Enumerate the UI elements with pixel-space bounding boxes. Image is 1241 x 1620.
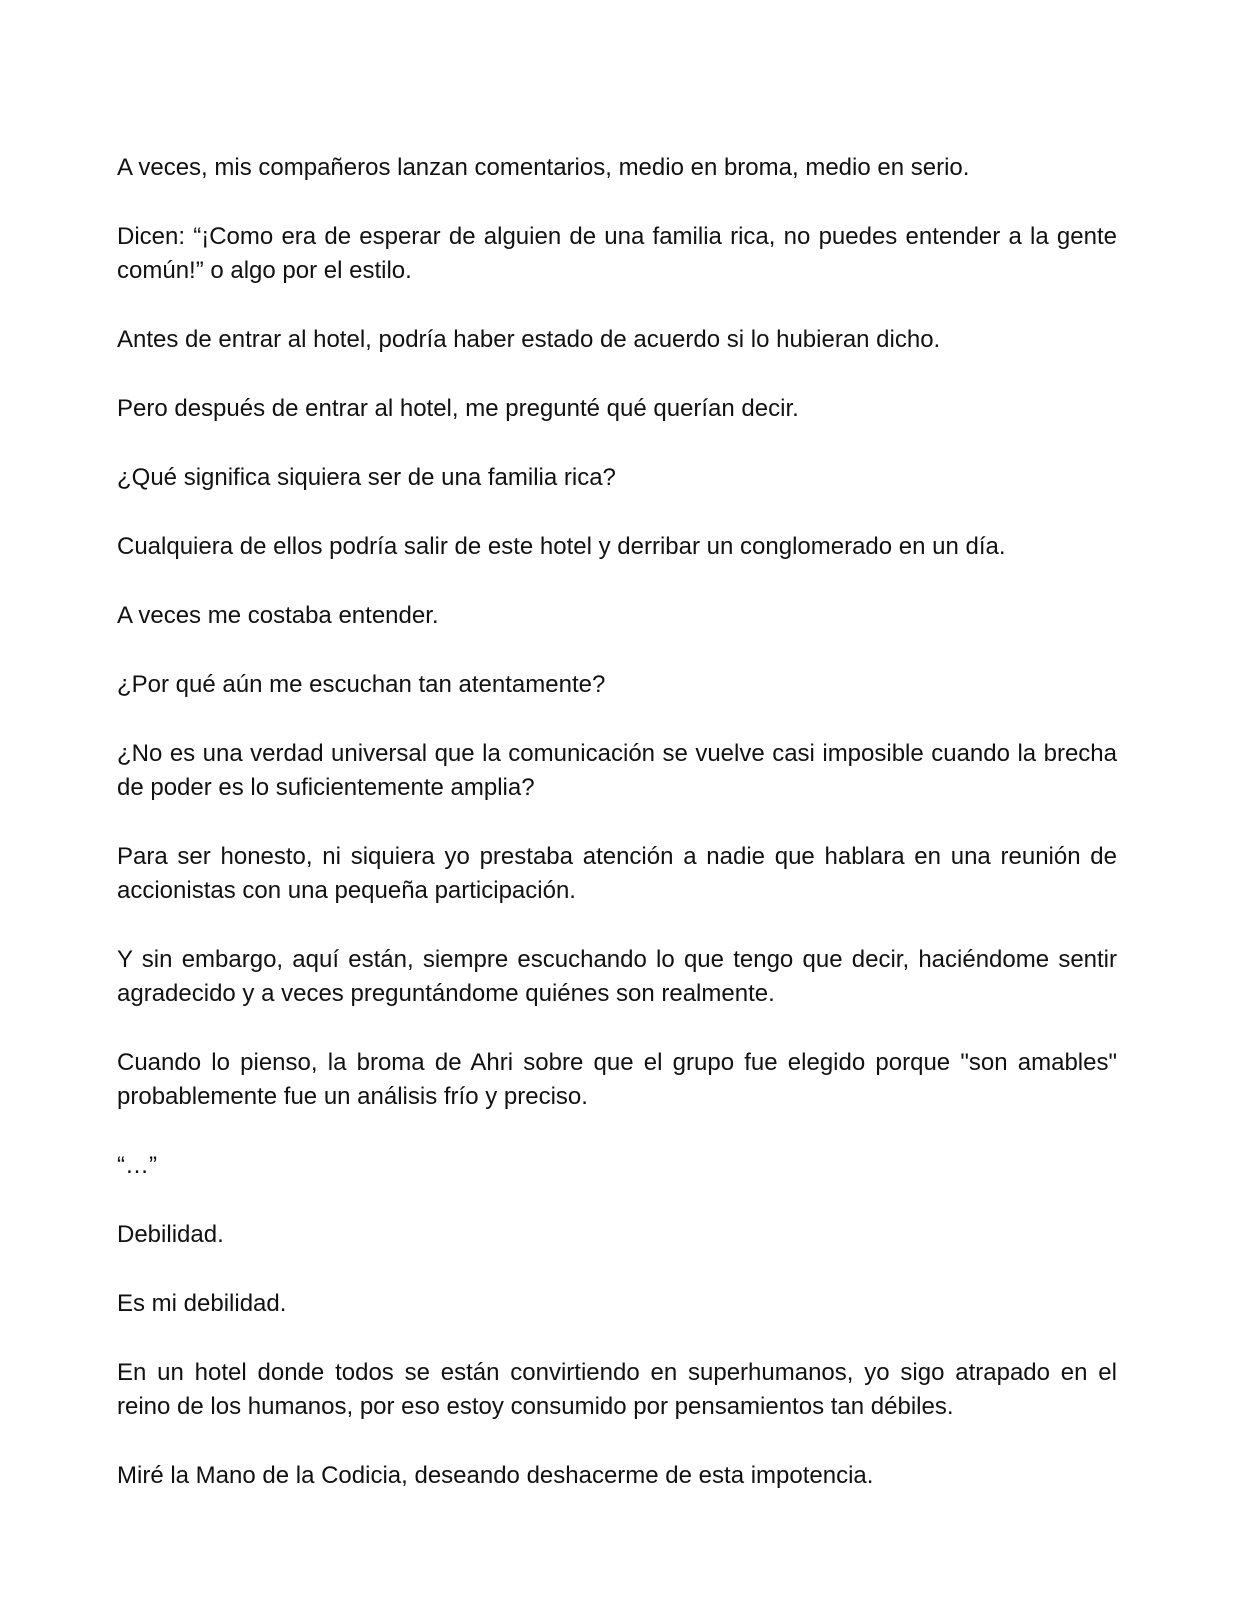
paragraph: Para ser honesto, ni siquiera yo prestaba atención a nadie que hablara en una reunión de accionistas con una pequeña participación. (117, 843, 1117, 904)
paragraph: ¿No es una verdad universal que la comunicación se vuelve casi imposible cuando la brecha de poder es lo suficientemente amplia? (117, 740, 1117, 801)
paragraph: Miré la Mano de la Codicia, deseando deshacerme de esta impotencia. (117, 1462, 874, 1489)
paragraph: ¿Qué significa siquiera ser de una familia rica? (117, 464, 616, 491)
paragraph: Y sin embargo, aquí están, siempre escuchando lo que tengo que decir, haciéndome sentir agradecido y a veces preguntándome quiénes son realmente. (117, 946, 1117, 1007)
paragraph: Cuando lo pienso, la broma de Ahri sobre que el grupo fue elegido porque "son amables" probablemente fue un análisis frío y preciso. (117, 1049, 1117, 1110)
paragraph: Dicen: “¡Como era de esperar de alguien de una familia rica, no puedes entender a la gente común!” o algo por el estilo. (117, 223, 1117, 284)
document-body (117, 151, 1117, 1528)
paragraph: Debilidad. (117, 1221, 224, 1248)
paragraph: ¿Por qué aún me escuchan tan atentamente? (117, 671, 606, 698)
paragraph: Es mi debilidad. (117, 1290, 287, 1317)
paragraph: A veces, mis compañeros lanzan comentarios, medio en broma, medio en serio. (117, 154, 970, 181)
paragraph: Antes de entrar al hotel, podría haber estado de acuerdo si lo hubieran dicho. (117, 326, 941, 353)
paragraph: A veces me costaba entender. (117, 602, 439, 629)
paragraph: “…” (117, 1152, 157, 1179)
paragraph: En un hotel donde todos se están convirtiendo en superhumanos, yo sigo atrapado en el reino de los humanos, por eso estoy consumido por pensamientos tan débiles. (117, 1359, 1117, 1420)
paragraph: Cualquiera de ellos podría salir de este hotel y derribar un conglomerado en un día. (117, 533, 1006, 560)
paragraph: Pero después de entrar al hotel, me pregunté qué querían decir. (117, 395, 799, 422)
